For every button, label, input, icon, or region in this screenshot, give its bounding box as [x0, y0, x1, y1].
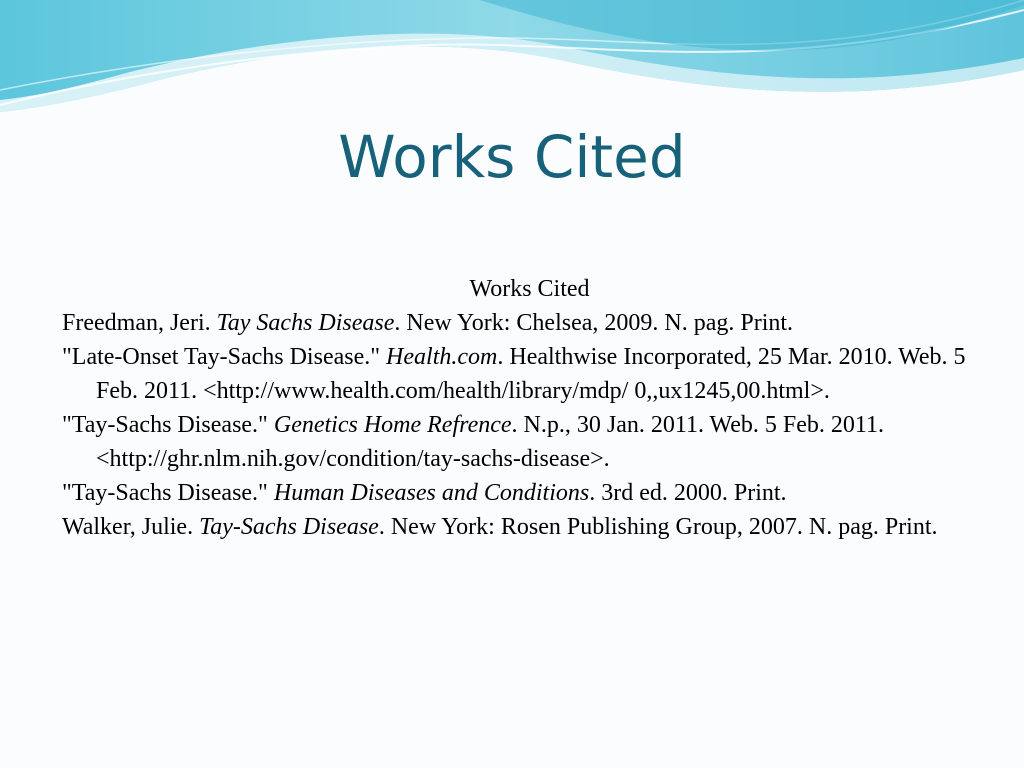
citation-text: "Tay-Sachs Disease.": [62, 412, 274, 438]
decorative-wave-header: [0, 0, 1024, 130]
citation-text: . N.p., 30 Jan. 2011. Web. 5 Feb. 2011. <http://ghr.nlm.nih.gov/condition/tay-sachs-disease>.: [96, 412, 885, 472]
citation-text: Walker, Julie.: [62, 514, 200, 540]
citation-text: Freedman, Jeri.: [62, 310, 217, 336]
works-cited-list: [62, 272, 987, 544]
citation-title: Human Diseases and Conditions: [273, 480, 590, 506]
citation-text: . New York: Rosen Publishing Group, 2007. N. pag. Print.: [378, 514, 938, 540]
subheading: Works Cited: [469, 276, 590, 302]
slide-title: Works Cited: [338, 123, 686, 191]
citation-entry: [62, 476, 987, 510]
citation-title: Genetics Home Refrence: [273, 412, 512, 438]
citation-title: Health.com: [386, 344, 498, 370]
citation-text: . 3rd ed. 2000. Print.: [589, 480, 787, 506]
citation-entry: [62, 306, 987, 340]
citation-entry: [62, 510, 987, 544]
citation-text: "Tay-Sachs Disease.": [62, 480, 274, 506]
citation-text: . Healthwise Incorporated, 25 Mar. 2010. Web. 5 Feb. 2011. <http://www.health.com/health/library/mdp/ 0,,ux1245,00.html>.: [96, 344, 966, 404]
citation-title: Tay Sachs Disease: [216, 310, 395, 336]
citation-entry: [62, 340, 987, 408]
citation-text: . New York: Chelsea, 2009. N. pag. Print.: [394, 310, 794, 336]
citation-entry: [62, 408, 987, 476]
citation-title: Tay-Sachs Disease: [199, 514, 379, 540]
citation-text: "Late-Onset Tay-Sachs Disease.": [62, 344, 387, 370]
